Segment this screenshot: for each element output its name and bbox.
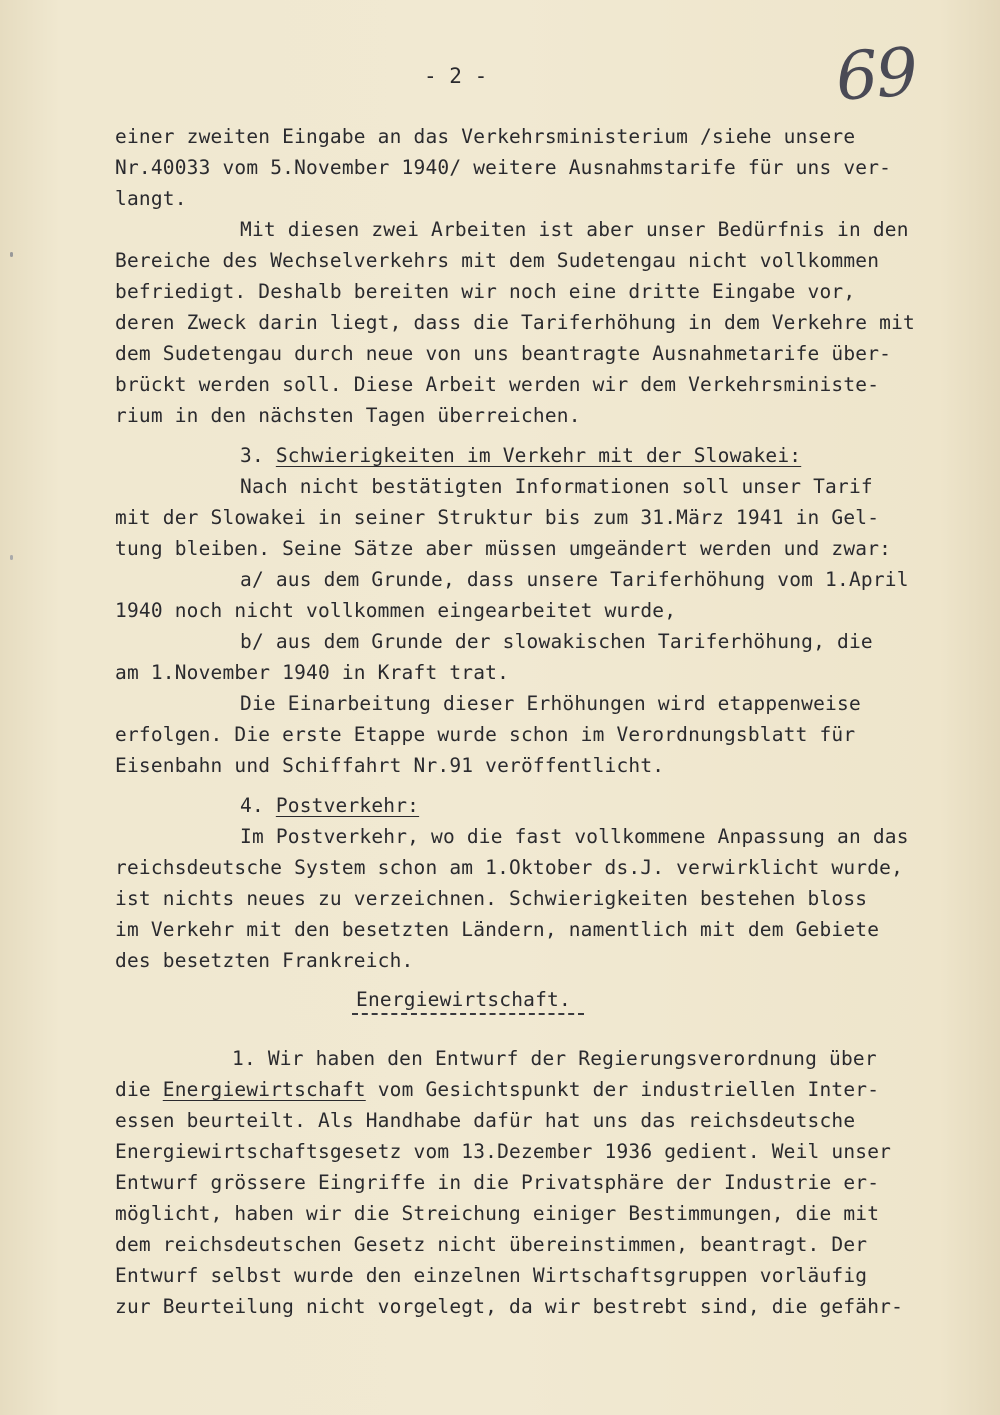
- section-title: Schwierigkeiten im Verkehr mit der Slowakei:: [275, 444, 802, 467]
- text-line: 1. Wir haben den Entwurf der Regierungsverordnung über: [232, 1047, 877, 1070]
- text-span: vom Gesichtspunkt der industriellen Inter-: [365, 1078, 880, 1101]
- text-line: des besetzten Frankreich.: [115, 949, 414, 972]
- text-line: befriedigt. Deshalb bereiten wir noch eine dritte Eingabe vor,: [115, 280, 856, 303]
- list-item-b: b/ aus dem Grunde der slowakischen Tariferhöhung, die: [240, 630, 873, 653]
- text-line: Energiewirtschaftsgesetz vom 13.Dezember 1936 gedient. Weil unser: [115, 1140, 892, 1163]
- text-line: zur Beurteilung nicht vorgelegt, da wir bestrebt sind, die gefähr-: [115, 1295, 904, 1318]
- section-title: Postverkehr:: [275, 794, 420, 817]
- underlined-term: Energiewirtschaft: [162, 1078, 366, 1101]
- list-item-a: a/ aus dem Grunde, dass unsere Tariferhöhung vom 1.April: [240, 568, 909, 591]
- text-line: Eisenbahn und Schiffahrt Nr.91 veröffentlicht.: [115, 754, 665, 777]
- text-line: Nach nicht bestätigten Informationen soll unser Tarif: [240, 475, 873, 498]
- text-line: deren Zweck darin liegt, dass die Tariferhöhung in dem Verkehre mit: [115, 311, 915, 334]
- text-line: einer zweiten Eingabe an das Verkehrsministerium /siehe unsere: [115, 125, 856, 148]
- text-line: ist nichts neues zu verzeichnen. Schwierigkeiten bestehen bloss: [115, 887, 868, 910]
- text-line: [115, 1078, 879, 1101]
- text-line: Im Postverkehr, wo die fast vollkommene Anpassung an das: [240, 825, 909, 848]
- text-line: Entwurf grössere Eingriffe in die Privatsphäre der Industrie er-: [115, 1171, 880, 1194]
- text-line: im Verkehr mit den besetzten Ländern, namentlich mit dem Gebiete: [115, 918, 880, 941]
- text-line: dem Sudetengau durch neue von uns beantragte Ausnahmetarife über-: [115, 342, 892, 365]
- heading-underline: [352, 1013, 584, 1015]
- text-line: tung bleiben. Seine Sätze aber müssen umgeändert werden und zwar:: [115, 537, 892, 560]
- text-line: Die Einarbeitung dieser Erhöhungen wird etappenweise: [240, 692, 861, 715]
- margin-speck: [10, 555, 13, 560]
- text-line: langt.: [115, 187, 187, 210]
- text-line: dem reichsdeutschen Gesetz nicht übereinstimmen, beantragt. Der: [115, 1233, 868, 1256]
- handwritten-folio-number: 69: [833, 33, 919, 116]
- text-line: möglicht, haben wir die Streichung einiger Bestimmungen, die mit: [115, 1202, 880, 1225]
- text-line: erfolgen. Die erste Etappe wurde schon im Verordnungsblatt für: [115, 723, 856, 746]
- text-line: 1940 noch nicht vollkommen eingearbeitet wurde,: [115, 599, 677, 622]
- page-number: - 2 -: [424, 64, 488, 88]
- margin-speck: [10, 252, 13, 257]
- text-line: Bereiche des Wechselverkehrs mit dem Sudetengau nicht vollkommen: [115, 249, 880, 272]
- text-line: Mit diesen zwei Arbeiten ist aber unser Bedürfnis in den: [240, 218, 909, 241]
- section-number: 4.: [240, 794, 264, 817]
- text-line: mit der Slowakei in seiner Struktur bis zum 31.März 1941 in Gel-: [115, 506, 880, 529]
- text-line: essen beurteilt. Als Handhabe dafür hat uns das reichsdeutsche: [115, 1109, 856, 1132]
- text-line: brückt werden soll. Diese Arbeit werden wir dem Verkehrsministe-: [115, 373, 880, 396]
- text-line: rium in den nächsten Tagen überreichen.: [115, 404, 581, 427]
- section-number: 3.: [240, 444, 264, 467]
- section-3-heading: [240, 444, 801, 467]
- text-span: die: [115, 1078, 163, 1101]
- section-4-heading: [240, 794, 419, 817]
- text-line: Entwurf selbst wurde den einzelnen Wirtschaftsgruppen vorläufig: [115, 1264, 868, 1287]
- text-line: reichsdeutsche System schon am 1.Oktober ds.J. verwirklicht wurde,: [115, 856, 904, 879]
- text-line: am 1.November 1940 in Kraft trat.: [115, 661, 510, 684]
- section-heading-energiewirtschaft: Energiewirtschaft.: [356, 988, 571, 1011]
- text-line: Nr.40033 vom 5.November 1940/ weitere Ausnahmstarife für uns ver-: [115, 156, 892, 179]
